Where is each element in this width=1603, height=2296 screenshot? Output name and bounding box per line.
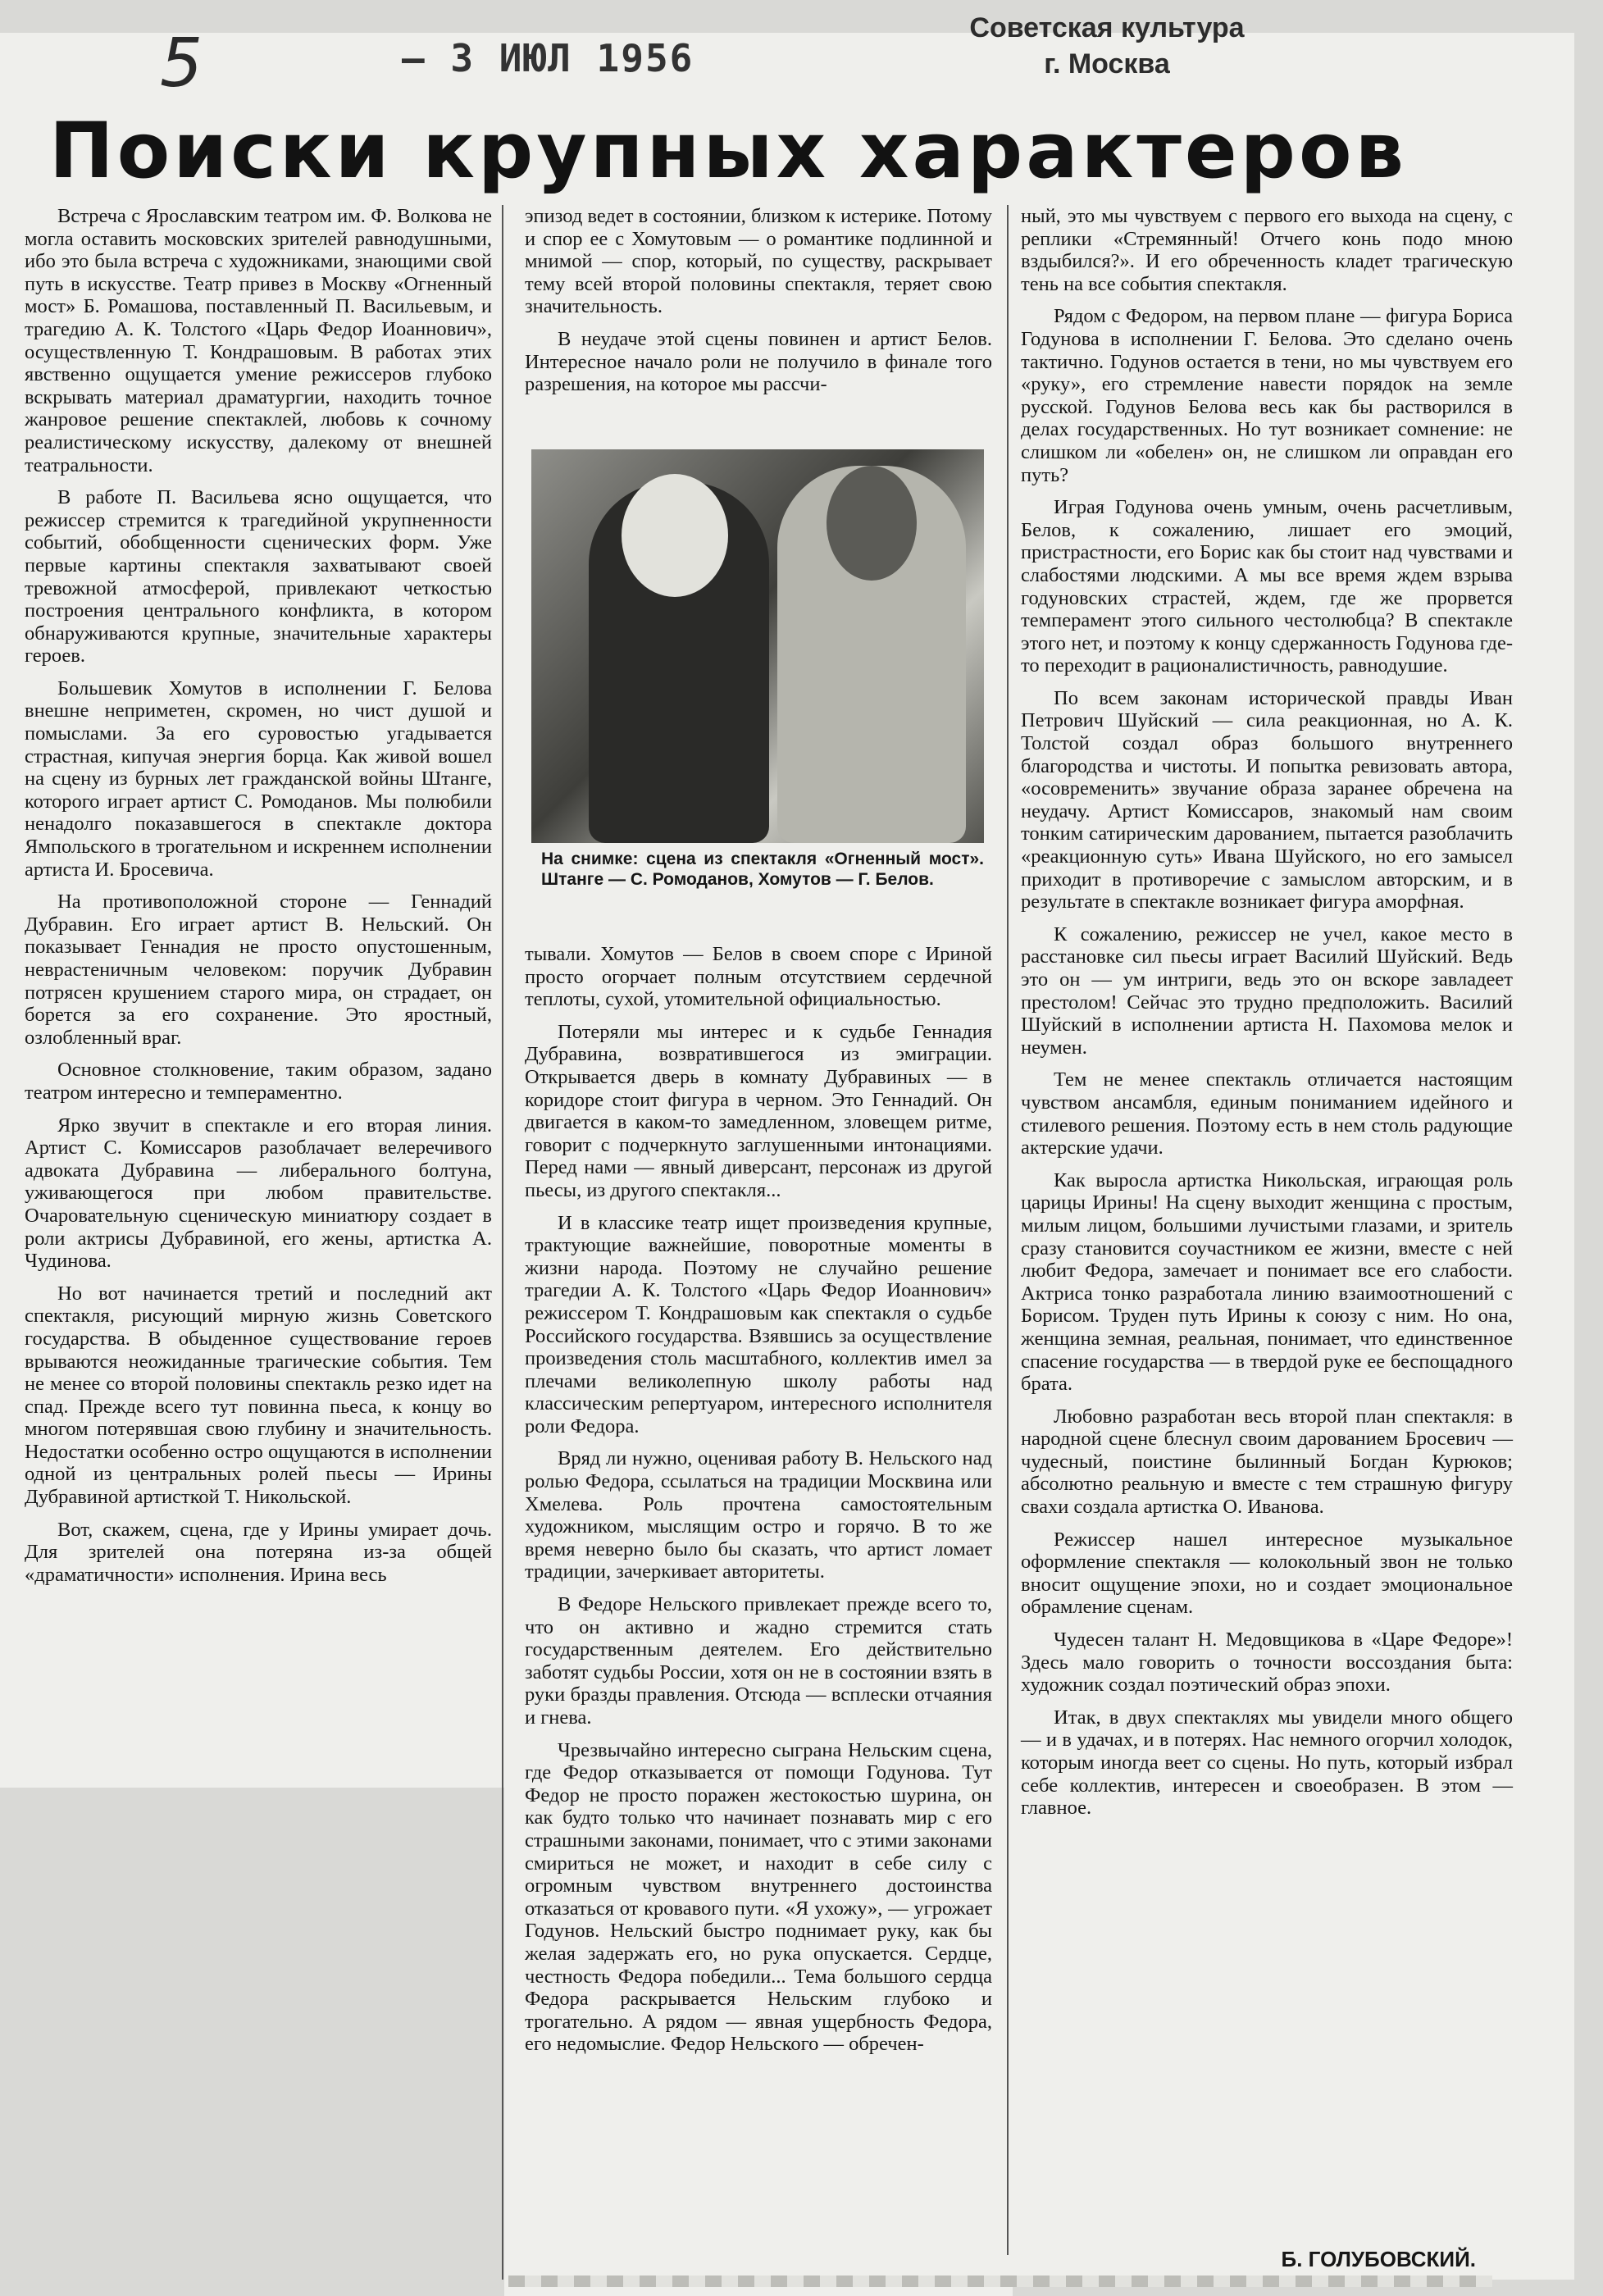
paragraph: Чрезвычайно интересно сыграна Нельским сцена, где Федор отказывается от помощи Годунова. Тут Федор не просто поражен жестокостью шурина, он как будто только что начинает познавать мир с его страшными законами, понимает, что с этими законами смириться не может, и находит в себе силу с огромным чувством внутреннего достоинства отказаться от кровавого пути. «Я ухожу», — угрожает Годунов. Нельский быстро поднимает руку, как бы желая задержать его, но рука опускается. Сердце, честность Федора победили... Тема большого сердца Федора раскрывается Нельским глубоко и трогательно. А рядом — явная ущербность Федора, его недомыслие. Федор Нельского — обречен- (525, 1738, 992, 2056)
article-column-2-top (525, 205, 992, 406)
handwritten-number: 5 (160, 25, 203, 102)
paragraph: В Федоре Нельского привлекает прежде всего то, что он активно и жадно стремится стать государственным деятелем. Его действительно заботят судьбы России, хотя он не в состоянии взять в руки бразды правления. Отсюда — всплески отчаяния и гнева. (525, 1593, 992, 1729)
date-stamp: – 3 ИЮЛ 1956 (402, 36, 694, 80)
clipping-sheet-lower-right (1013, 1788, 1574, 2280)
paragraph: Итак, в двух спектаклях мы увидели много общего — и в удачах, и в потерях. Нас немного огорчил холодок, которым иногда веет со сцены. Но путь, который избрал себе коллектив, интересен и своеобразен. В этом — главное. (1021, 1706, 1513, 1820)
paragraph: Чудесен талант Н. Медовщикова в «Царе Федоре»! Здесь мало говорить о точности воссоздания быта: художник создал поэтический образ эпохи. (1021, 1629, 1513, 1697)
paragraph: Любовно разработан весь второй план спектакля: в народной сцене блеснул своим дарованием Бросевич — чудесный, поистине былинный Богдан Курюков; абсолютно реальную и вместе с тем страшную фигуру свахи создала артистка О. Иванова. (1021, 1405, 1513, 1519)
paragraph: По всем законам исторической правды Иван Петрович Шуйский — сила реакционная, но А. К. Толстой создал образ большого внутреннего благородства и чистоты. И попытка ревизовать автора, «осовременить» звучание образа заранее обречена на неудачу. Артист Комиссаров, знакомый нам своим тонким сатирическим дарованием, пытается разоблачить «реакционную суть» Ивана Шуйского, но его замысел приходит в противоречие с замыслом авторским, и в результате в спектакле возникает фигура аморфная. (1021, 686, 1513, 913)
article-headline: Поиски крупных характеров (49, 107, 1408, 196)
decorative-bottom-strip (508, 2276, 1492, 2287)
paragraph: Играя Годунова очень умным, очень расчетливым, Белов, к сожалению, лишает его эмоций, пристрастности, его Борис как бы стоит над чувствами и слабостями людскими. А мы все время ждем взрыва годуновских страстей, ждем, где же прорвется темперамент этого сильного честолюбца? В спектакле этого нет, и поэтому к концу сдержанность Годунова где-то переходит в рационалистичность, равнодушие. (1021, 496, 1513, 677)
source-stamp (935, 10, 1279, 82)
paragraph: В неудаче этой сцены повинен и артист Белов. Интересное начало роли не получило в финале того разрешения, на которое мы рассчи- (525, 327, 992, 396)
article-column-2-bottom (525, 943, 992, 2066)
newspaper-city: г. Москва (1044, 48, 1170, 80)
paragraph: Но вот начинается третий и последний акт спектакля, рисующий мирную жизнь Советского государства. В обыденное существование героев врываются неожиданные трагические события. Тем не менее со второй половины спектакль резко идет на спад. Прежде всего тут повинна пьеса, к концу во многом потерявшая свою глубину и значительность. Недостатки особенно остро ощущаются в исполнении одной из центральных ролей пьесы — Ирины Дубравиной артисткой Т. Никольской. (25, 1282, 492, 1509)
paragraph: В работе П. Васильева ясно ощущается, что режиссер стремится к трагедийной укрупненности событий, обобщенности сценических форм. Уже первые картины спектакля захватывают своей тревожной атмосферой, привлекают четкостью построения центрального конфликта, в котором обнаруживаются крупные, значительные характеры героев. (25, 486, 492, 667)
photo-face-khomutov (622, 474, 728, 597)
newspaper-name: Советская культура (969, 12, 1245, 43)
paragraph: Рядом с Федором, на первом плане — фигура Бориса Годунова в исполнении Г. Белова. Это сделано очень тактично. Годунов остается в тени, но мы чувствуем его «руку», его стремление навести порядок на земле русской. Годунов Белова весь как бы растворился в делах государственных. Но тут возникает сомнение: не слишком ли «обелен» он, не слишком ли оправдан его путь? (1021, 305, 1513, 486)
paragraph: эпизод ведет в состоянии, близком к истерике. Потому и спор ее с Хомутовым — о романтике подлинной и мнимой — спор, который, по существу, раскрывает тему всей второй половины спектакля, теряет свою значительность. (525, 205, 992, 318)
paragraph: Тем не менее спектакль отличается настоящим чувством ансамбля, единым пониманием идейного и стилевого решения. Поэтому есть в нем столь радующие актерские удачи. (1021, 1068, 1513, 1159)
paragraph: Вот, скажем, сцена, где у Ирины умирает дочь. Для зрителей она потеряна из-за общей «драматичности» исполнения. Ирина весь (25, 1518, 492, 1586)
paragraph: Режиссер нашел интересное музыкальное оформление спектакля — колокольный звон не только вносит ощущение эпохи, но и создает эмоциональное обрамление сценам. (1021, 1528, 1513, 1619)
paragraph: ный, это мы чувствуем с первого его выхода на сцену, с реплики «Стремянный! Отчего конь подо мною вздыбился?». И его обреченность кладет трагическую тень на все события спектакля. (1021, 205, 1513, 295)
paragraph: Основное столкновение, таким образом, задано театром интересно и темпераментно. (25, 1059, 492, 1104)
paragraph: Встреча с Ярославским театром им. Ф. Волкова не могла оставить московских зрителей равнодушными, ибо это была встреча с художниками, знающими свой путь в искусстве. Театр привез в Москву «Огненный мост» Б. Ромашова, поставленный П. Васильевым, и трагедию А. К. Толстого «Царь Федор Иоаннович», осуществленную Т. Кондрашовым. В работах этих явственно ощущается умение режиссеров глубоко вскрывать материал драматургии, находить точное жанровое решение спектаклей, любовь к сочному реалистическому искусству, далекому от внешней театральности. (25, 205, 492, 476)
paragraph: тывали. Хомутов — Белов в своем споре с Ириной просто огорчает полным отсутствием сердечной теплоты, сухой, утомительной официальностью. (525, 943, 992, 1011)
column-rule (502, 205, 503, 2280)
paragraph: Как выросла артистка Никольская, играющая роль царицы Ирины! На сцену выходит женщина с простым, милым лицом, большими лучистыми глазами, и зритель сразу становится соучастником ее жизни, вместе с ней любит Федора, замечает и понимает все его слабости. Актриса тонко разработала линию взаимоотношений с Борисом. Труден путь Ирины к союзу с ним. Но она, женщина земная, реальная, понимает, что единственное спасение государства — в твердой руке ее беспощадного брата. (1021, 1168, 1513, 1396)
scene-photo (531, 449, 984, 843)
paragraph: И в классике театр ищет произведения крупные, трактующие важнейшие, поворотные моменты в жизни народа. Поэтому не случайно решение трагедии А. К. Толстого «Царь Федор Иоаннович» режиссером Т. Кондрашовым как спектакля о судьбе Российского государства. Взявшись за осуществление произведения столь масштабного, коллектив имел за плечами великолепную школу работы над классическим репертуаром, интересного исполнителя роли Федора. (525, 1211, 992, 1437)
article-column-1 (25, 205, 492, 1596)
paragraph: К сожалению, режиссер не учел, какое место в расстановке сил пьесы играет Василий Шуйский. Ведь это он — ум интриги, ведь это он вскоре завладеет престолом! Сейчас это трудно предположить. Василий Шуйский в исполнении артиста Н. Пахомова мелок и неумен. (1021, 922, 1513, 1059)
photo-face-shtange (827, 466, 917, 581)
paragraph: Потеряли мы интерес и к судьбе Геннадия Дубравина, возвратившегося из эмиграции. Открывается дверь в комнату Дубравиных — в коридоре стоит фигура в черном. Это Геннадий. Он двигается в каком-то замедленном, зловещем ритме, говорит с подчеркнуто заглушенными интонациями. Перед нами — явный диверсант, персонаж из другой пьесы, из другого спектакля... (525, 1020, 992, 1201)
photo-caption: На снимке: сцена из спектакля «Огненный мост». Штанге — С. Ромоданов, Хомутов — Г. Белов. (541, 850, 984, 889)
paragraph: На противоположной стороне — Геннадий Дубравин. Его играет артист В. Нельский. Он показывает Геннадия не просто опустошенным, неврастеничным человеком: поручик Дубравин потрясен крушением старого мира, он страдает, он борется за его сохранение. Это яростный, озлобленный враг. (25, 891, 492, 1049)
paragraph: Вряд ли нужно, оценивая работу В. Нельского над ролью Федора, ссылаться на традиции Москвина или Хмелева. Роль прочтена самостоятельным художником, мыслящим остро и горячо. В то же время неверно было бы сказать, что артист ломает традиции, зачеркивает авторитеты. (525, 1447, 992, 1583)
paragraph: Большевик Хомутов в исполнении Г. Белова внешне неприметен, скромен, но чист душой и помыслами. За его суровостью угадывается страстная, кипучая энергия борца. Как живой вошел на сцену из бурных лет гражданской войны Штанге, которого играет артист С. Ромоданов. Мы полюбили ненадолго показавшегося в спектакле доктора Ямпольского в трогательном и искреннем исполнении артиста И. Бросевича. (25, 676, 492, 881)
author-signature: Б. ГОЛУБОВСКИЙ. (1281, 2247, 1476, 2271)
article-column-3 (1021, 205, 1513, 1829)
column-rule (1007, 205, 1009, 2255)
paragraph: Ярко звучит в спектакле и его вторая линия. Артист С. Комиссаров разоблачает велеречивого адвоката Дубравина — либерального болтуна, уживающегося при любом правительстве. Очаровательную сценическую миниатюру создает в роли актрисы Дубравиной, его жены, артистка А. Чудинова. (25, 1114, 492, 1273)
